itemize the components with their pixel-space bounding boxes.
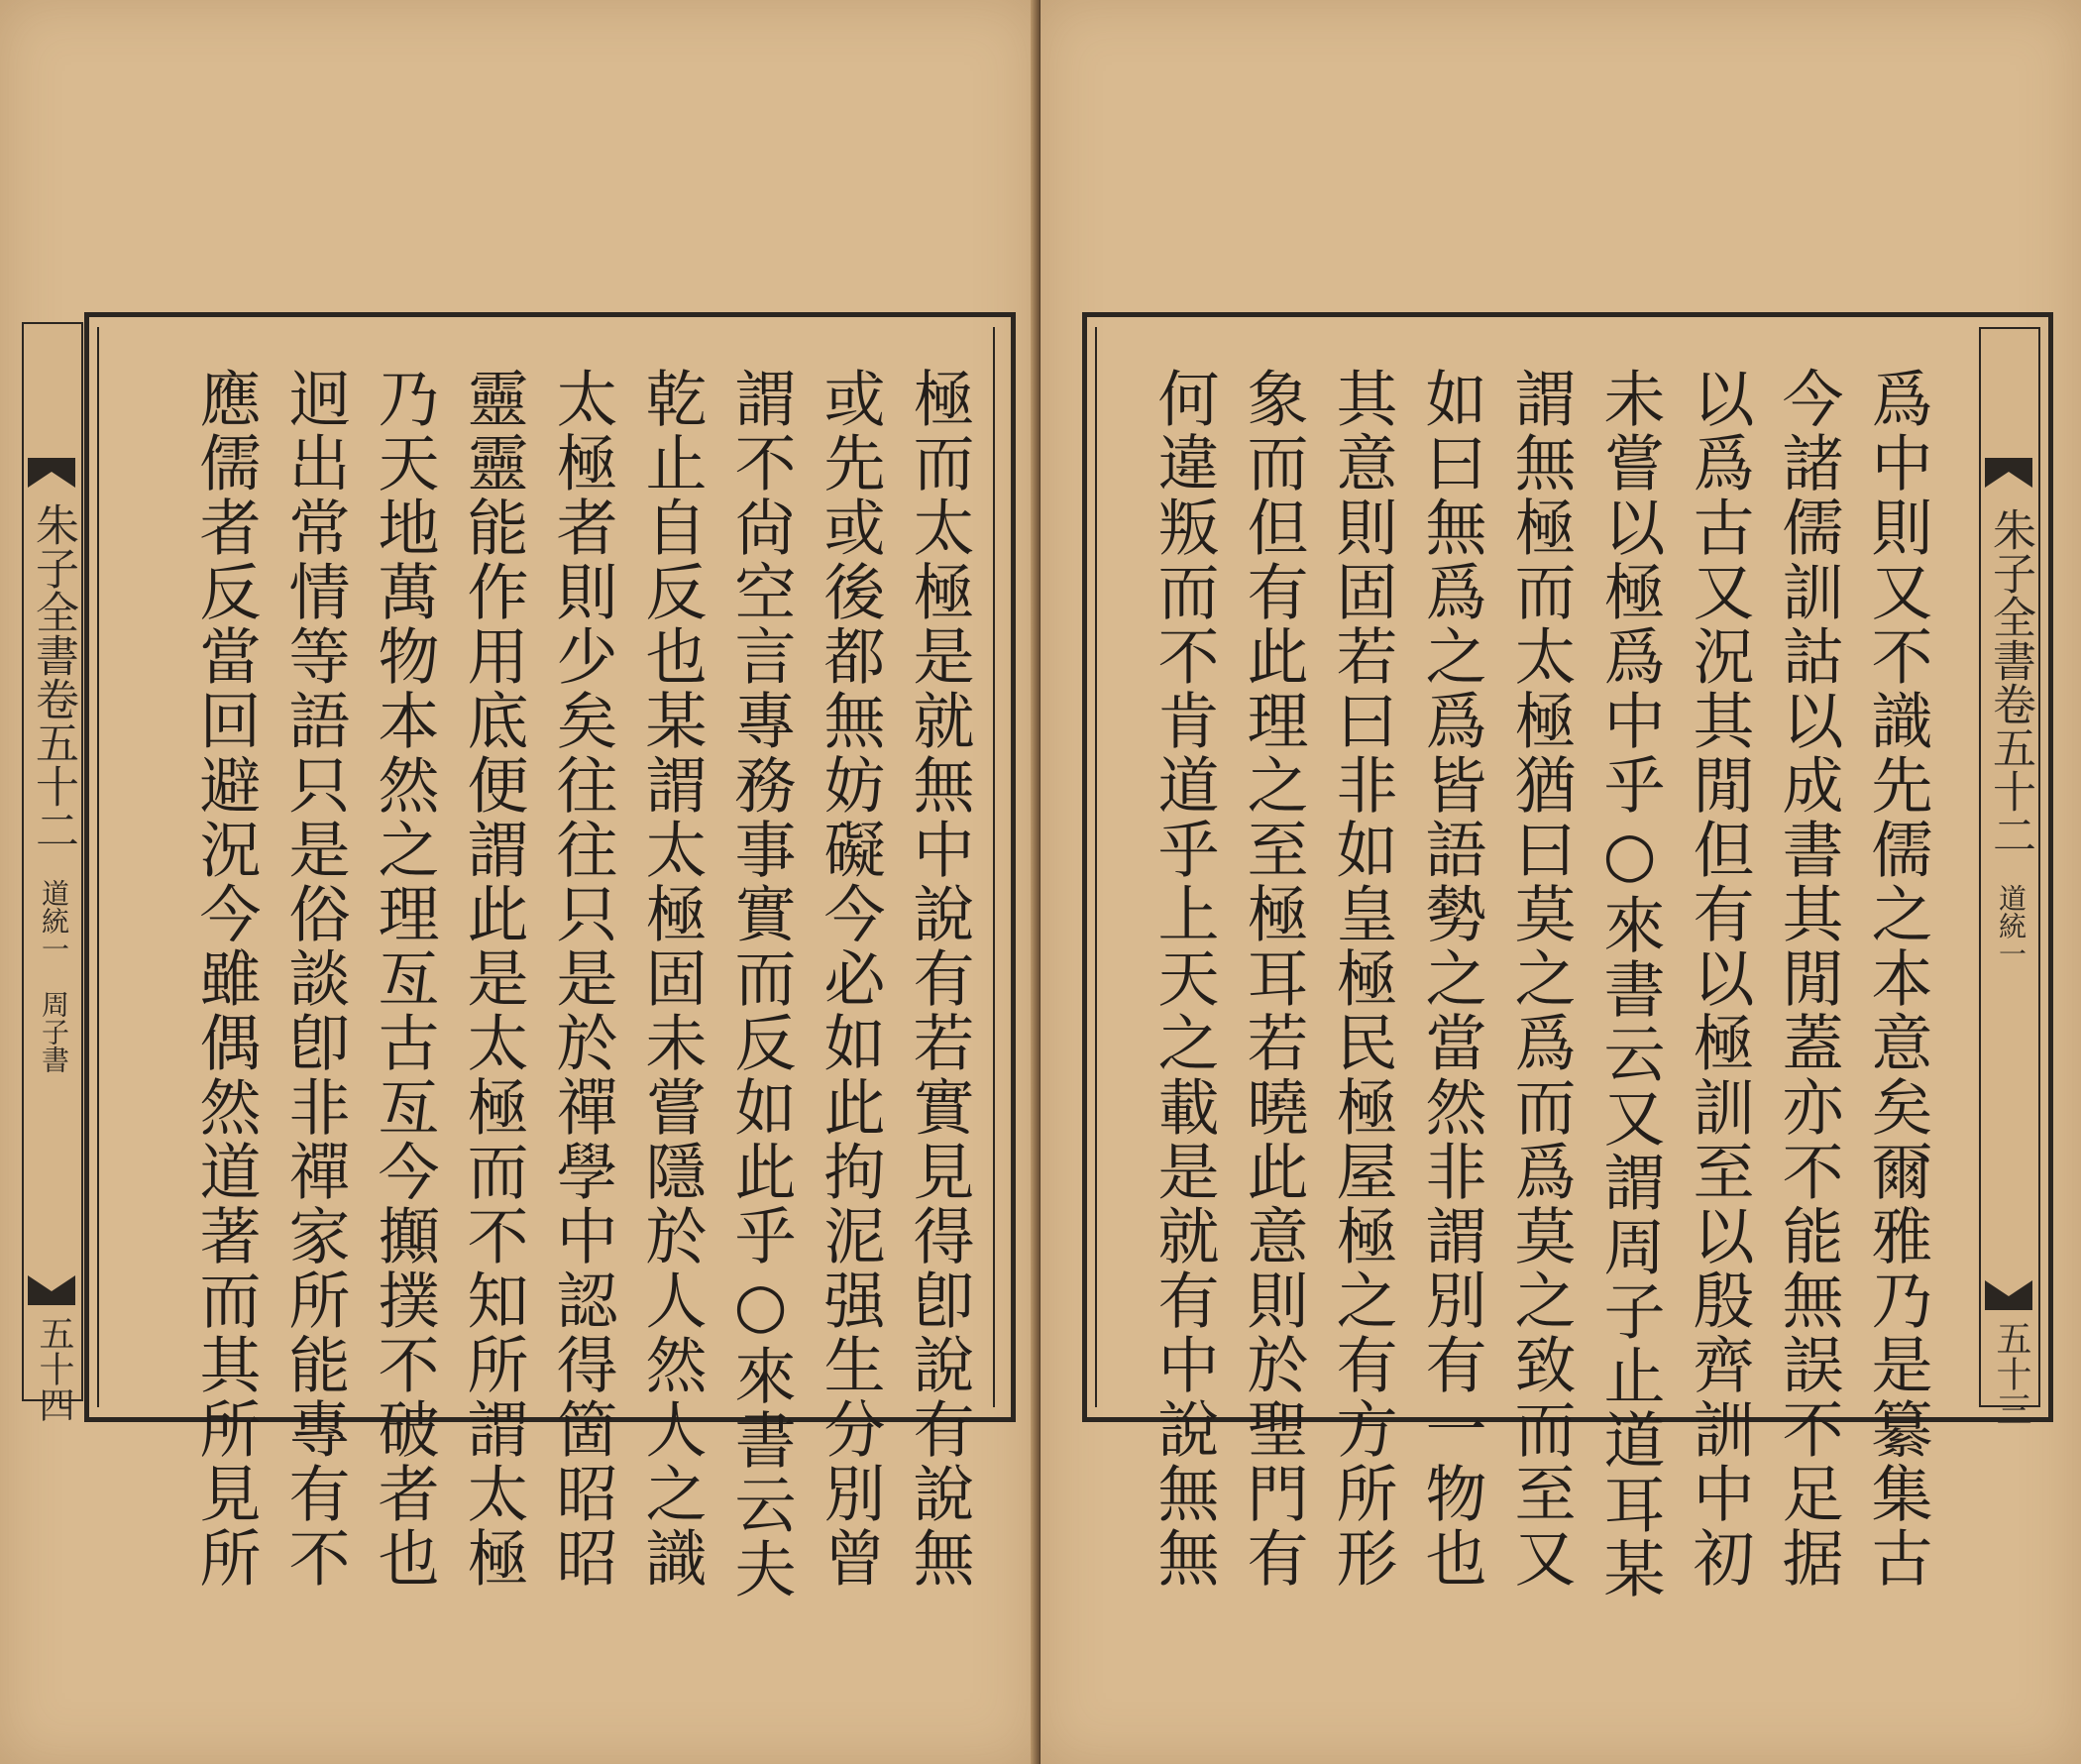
text-column: 或先或後都無妨礙今必如此拘泥强生分別曾: [814, 367, 886, 1591]
text-column: 太極者則少矣往往只是於禪學中認得箇昭昭: [546, 367, 618, 1591]
text-column: 如曰無爲之爲皆語勢之當然非謂別有一物也: [1415, 367, 1487, 1591]
text-column: 謂無極而太極猶曰莫之爲而爲莫之致而至又: [1504, 367, 1577, 1591]
text-column: 乾止自反也某謂太極固未嘗隱於人然人之識: [635, 367, 708, 1591]
text-column: 乃天地萬物本然之理亙古亙今攧撲不破者也: [368, 367, 440, 1591]
banxin-title: 朱子全書卷五十二: [1985, 507, 2035, 856]
banxin-section: 道統一: [1995, 884, 2027, 967]
fishtail-mark: [28, 1275, 75, 1305]
text-column: 其意則固若曰非如皇極民極屋極之有方所形: [1326, 367, 1398, 1591]
fishtail-mark: [1985, 1280, 2032, 1310]
right-text-block: [1082, 312, 2053, 1601]
right-page: [1040, 0, 2081, 1764]
right-banxin: [1979, 327, 2040, 1427]
banxin-page-number: 五十三: [1991, 1320, 2031, 1427]
text-column: 今諸儒訓詁以成書其閒蓋亦不能無誤不足据: [1772, 367, 1844, 1591]
text-column: 未嘗以極爲中乎○來書云又謂周子止道耳某: [1593, 367, 1666, 1601]
text-column: 迥出常情等語只是俗談卽非禪家所能專有不: [278, 367, 351, 1591]
left-page: [0, 0, 1036, 1764]
text-column: 謂不尙空言專務事實而反如此乎○來書云夫: [724, 367, 797, 1601]
fishtail-mark: [28, 458, 75, 488]
text-column: 何違叛而不肯道乎上天之載是就有中說無無: [1148, 367, 1220, 1591]
text-column: 靈靈能作用底便謂此是太極而不知所謂太極: [457, 367, 529, 1591]
text-column: 爲中則又不識先儒之本意矣爾雅乃是纂集古: [1861, 367, 1933, 1591]
banxin-section: 道統一 周子書: [38, 879, 70, 1073]
left-banxin: [22, 322, 83, 1422]
text-column: 象而但有此理之至極耳若曉此意則於聖門有: [1237, 367, 1309, 1591]
text-column: 以爲古又況其閒但有以極訓至以殷齊訓中初: [1683, 367, 1755, 1591]
banxin-title: 朱子全書卷五十二: [28, 502, 78, 851]
banxin-page-number: 五十四: [34, 1315, 74, 1422]
inner-border-rule: [1095, 327, 1097, 1407]
text-column: 應儒者反當回避況今雖偶然道著而其所見所: [189, 367, 262, 1591]
text-column: 極而太極是就無中說有若實見得卽說有說無: [903, 367, 975, 1591]
left-text-block: [84, 312, 1016, 1601]
fishtail-mark: [1985, 458, 2032, 488]
inner-border-rule: [97, 327, 99, 1407]
inner-border-rule: [993, 327, 995, 1407]
